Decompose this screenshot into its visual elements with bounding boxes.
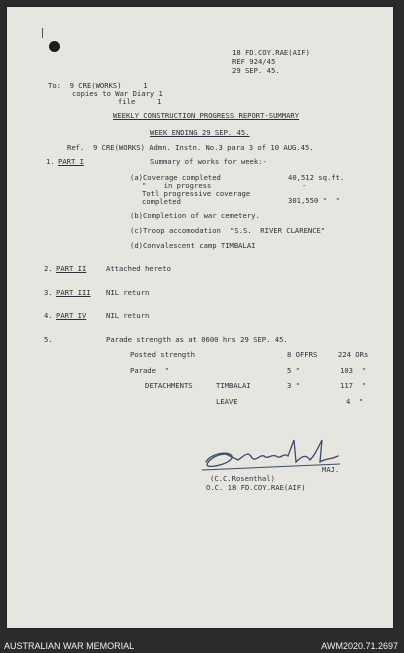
progressive-coverage-label-2: completed <box>142 197 181 206</box>
report-title: WEEKLY CONSTRUCTION PROGRESS REPORT-SUMMARY <box>113 111 300 120</box>
report-week: WEEK ENDING 29 SEP. 45. <box>150 128 250 137</box>
reference-line: Ref. 9 CRE(WORKS) Admn. Instn. No.3 para 3 of 10 AUG.45. <box>67 143 314 152</box>
detachments-ors: 117 " <box>340 381 366 390</box>
posted-strength-ors: 224 ORs <box>338 350 369 359</box>
leave-label: LEAVE <box>216 397 238 406</box>
detachments-offrs: 3 " <box>287 381 300 390</box>
footer-accession-number: AWM2020.71.2697 <box>321 641 398 651</box>
parade-offrs: 5 " <box>287 366 300 375</box>
troop-accommodation-label: (c)Troop accomodation <box>130 226 221 235</box>
progressive-coverage-label: Totl progressive coverage <box>142 189 251 198</box>
war-cemetery-item: (b)Completion of war cemetery. <box>130 211 260 220</box>
coverage-completed-label: (a)Coverage completed <box>130 173 221 182</box>
part2-text: Attached hereto <box>106 264 171 273</box>
signatory-rank: MAJ. <box>322 465 340 474</box>
signatory-title: O.C. 18 FD.COY.RAE(AIF) <box>206 483 306 492</box>
part1-number: 1. <box>46 157 55 166</box>
detachments-place: TIMBALAI <box>216 381 251 390</box>
part3-number: 3. <box>44 288 53 297</box>
header-unit: 18 FD.COY.RAE(AIF) <box>232 48 310 57</box>
posted-strength-offrs: 8 OFFRS <box>287 350 318 359</box>
detachments-label: DETACHMENTS <box>145 381 193 390</box>
punch-hole <box>49 41 60 52</box>
part1-label: PART I <box>58 157 84 166</box>
part3-label: PART III <box>56 288 91 297</box>
coverage-in-progress-label: " in progress <box>142 181 212 190</box>
posted-strength-label: Posted strength <box>130 350 195 359</box>
distribution-file: file 1 <box>118 97 162 106</box>
convalescent-camp-item: (d)Convalescent camp TIMBALAI <box>130 241 256 250</box>
part2-label: PART II <box>56 264 87 273</box>
progressive-coverage-value: 301,550 " " <box>288 196 340 205</box>
signatory-name: (C.C.Rosenthal) <box>210 474 275 483</box>
part4-label: PART IV <box>56 311 87 320</box>
coverage-completed-value: 40,512 sq.ft. <box>288 173 345 182</box>
troop-accommodation-value: "S.S. RIVER CLARENCE" <box>230 226 326 235</box>
part1-intro: Summary of works for week:- <box>150 157 267 166</box>
archive-footer <box>0 639 404 653</box>
part2-number: 2. <box>44 264 53 273</box>
footer-institution: AUSTRALIAN WAR MEMORIAL <box>4 641 135 651</box>
header-date: 29 SEP. 45. <box>232 66 280 75</box>
margin-mark <box>42 28 43 38</box>
parade-label: Parade " <box>130 366 169 375</box>
coverage-in-progress-value: - <box>302 181 307 190</box>
header-ref: REF 924/45 <box>232 57 276 66</box>
part3-text: NIL return <box>106 288 150 297</box>
part5-number: 5. <box>44 335 53 344</box>
distribution-to: To: 9 CRE(WORKS) 1 <box>48 81 148 90</box>
distribution-war-diary: copies to War Diary 1 <box>72 89 163 98</box>
parade-strength-intro: Parade strength as at 0600 hrs 29 SEP. 45. <box>106 335 288 344</box>
parade-ors: 103 " <box>340 366 366 375</box>
part4-number: 4. <box>44 311 53 320</box>
part4-text: NIL return <box>106 311 150 320</box>
leave-ors: 4 " <box>346 397 364 406</box>
